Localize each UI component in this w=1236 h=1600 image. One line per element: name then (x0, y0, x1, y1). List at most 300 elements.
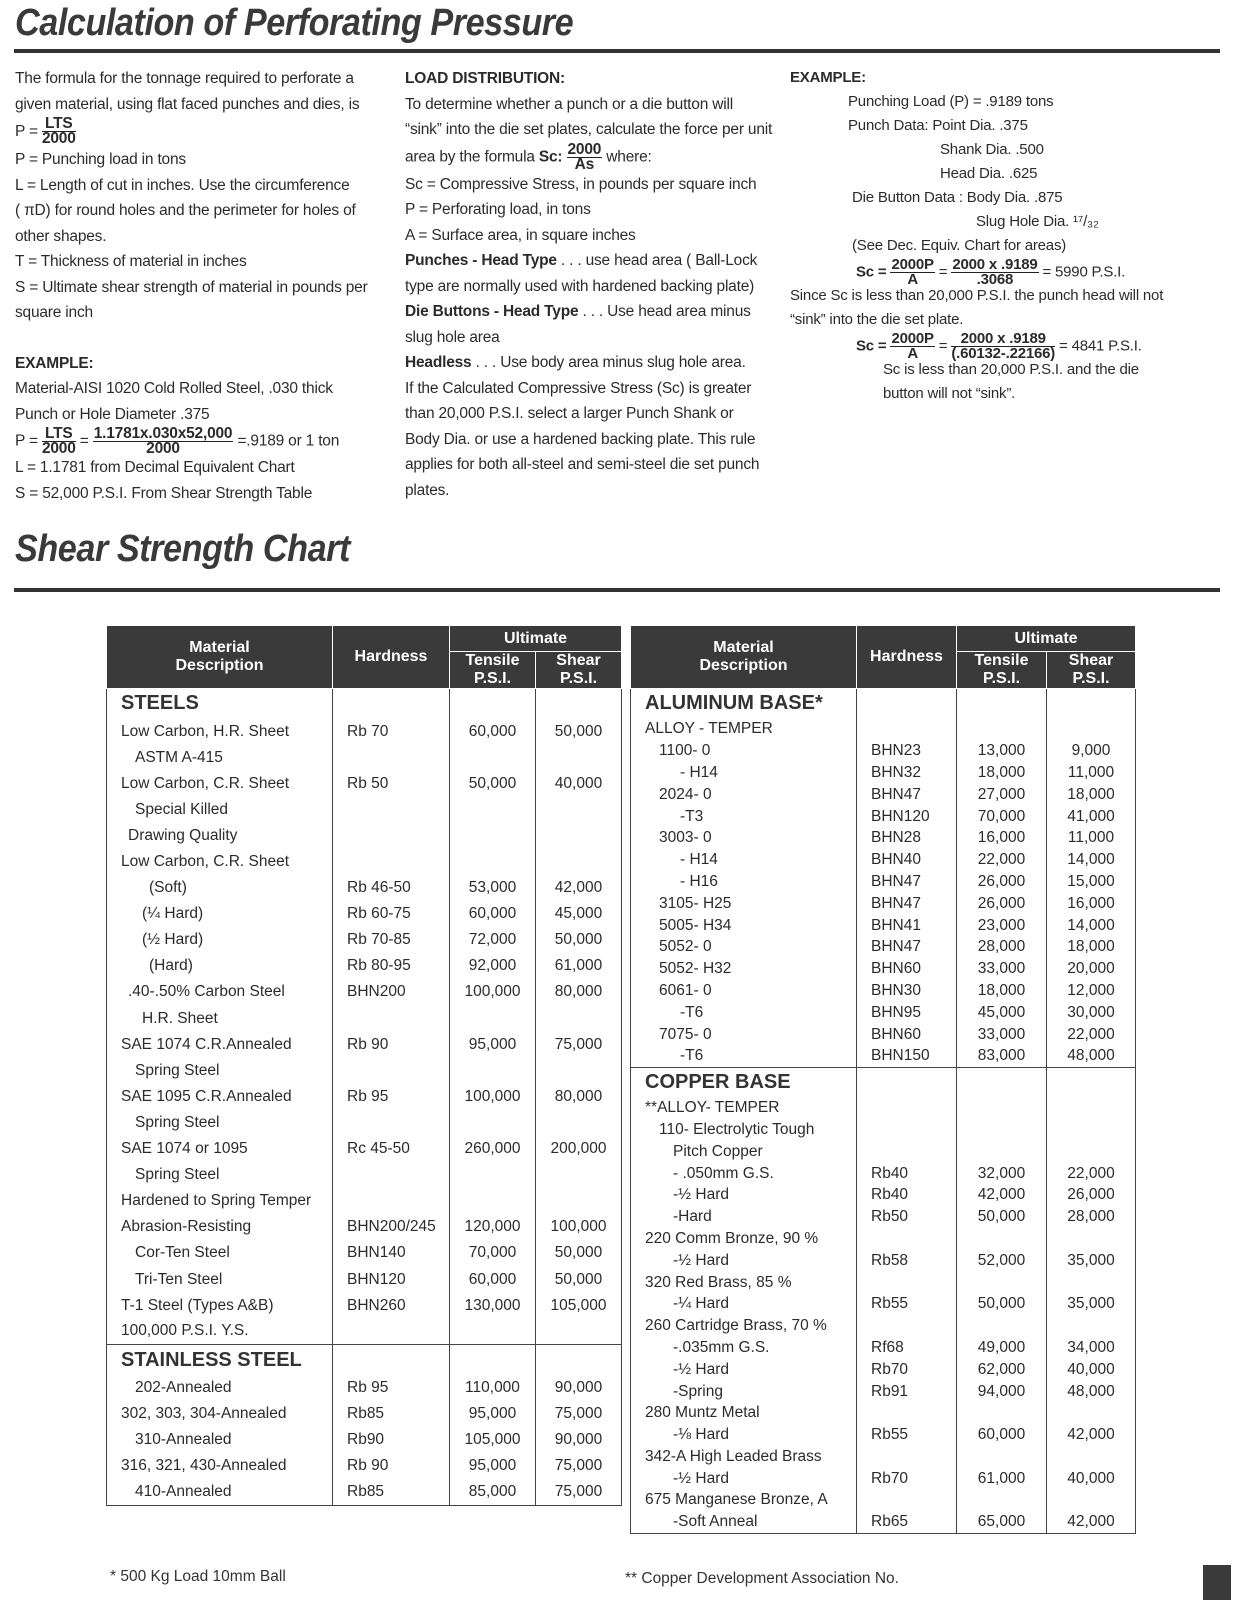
table-row (631, 1468, 1136, 1490)
tensile-cell: 62,000 (957, 1359, 1047, 1381)
material-cell: -T6 (631, 1045, 857, 1067)
since-line-2: “sink” into the die set plate. (790, 311, 964, 328)
load-distribution-column (405, 66, 790, 503)
shear-cell (536, 745, 622, 771)
tensile-cell: 28,000 (957, 936, 1047, 958)
example-s-note: S = 52,000 P.S.I. From Shear Strength Table (15, 484, 313, 502)
hardness-cell: Rb40 (857, 1163, 957, 1185)
tensile-cell: 100,000 (450, 979, 536, 1005)
shear-cell: 105,000 (536, 1293, 622, 1319)
header-tensile: Tensile P.S.I. (450, 652, 536, 689)
shear-cell (536, 1162, 622, 1188)
tensile-cell: 18,000 (957, 980, 1047, 1002)
material-cell: -Soft Anneal (631, 1511, 857, 1533)
tensile-cell: 52,000 (957, 1250, 1047, 1272)
hardness-cell (333, 1319, 450, 1345)
tensile-cell: 94,000 (957, 1381, 1047, 1403)
table-row (631, 1141, 1136, 1163)
shear-cell: 75,000 (536, 1453, 622, 1479)
def-s: S = Ultimate shear strength of material in pounds per (15, 278, 368, 296)
tensile-cell: 49,000 (957, 1337, 1047, 1359)
sc-calc-2: Sc = $\frac{2000P}{A}$ = $\frac{2000 x .9189}{(.60132-.22166)}$ = 4841 P.S.I. (856, 330, 1142, 362)
tensile-cell (450, 849, 536, 875)
table-row (631, 1119, 1136, 1141)
ld-formula: area by the formula Sc: $\frac{2000}{As}$ where: (405, 140, 652, 173)
table-row (107, 1401, 622, 1427)
page-title: Calculation of Perforating Pressure (15, 2, 574, 44)
material-cell: - .050mm G.S. (631, 1163, 857, 1185)
def-s-2: square inch (15, 304, 93, 321)
table-row (107, 1006, 622, 1032)
table-row (107, 1453, 622, 1479)
page-tab-marker (1203, 1565, 1231, 1600)
def-a: A = Surface area, in square inches (405, 226, 636, 244)
material-cell: T-1 Steel (Types A&B) (107, 1293, 333, 1319)
tensile-cell: 60,000 (957, 1424, 1047, 1446)
table-row (631, 1250, 1136, 1272)
section-title: STAINLESS STEEL (107, 1345, 333, 1375)
table-row (631, 915, 1136, 937)
table-row (107, 1479, 622, 1505)
material-cell: Tri-Ten Steel (107, 1266, 333, 1292)
example-line-2: Punch or Hole Diameter .375 (15, 405, 210, 423)
hardness-cell: Rb 90 (333, 1453, 450, 1479)
hardness-cell: BHN47 (857, 893, 957, 915)
shear-cell (1047, 1141, 1136, 1163)
sc2-frac-a: $\frac{2000P}{A}$ (891, 330, 934, 362)
tensile-cell: 100,000 (450, 1084, 536, 1110)
material-cell: Spring Steel (107, 1058, 333, 1084)
tensile-cell: 26,000 (957, 893, 1047, 915)
table-row (107, 1214, 622, 1240)
tensile-cell (450, 1319, 536, 1345)
table-row (107, 953, 622, 979)
since-line-1: Since Sc is less than 20,000 P.S.I. the punch head will not (790, 287, 1164, 304)
example-l-note: L = 1.1781 from Decimal Equivalent Chart (15, 459, 295, 476)
hardness-cell: Rb 70-85 (333, 927, 450, 953)
table-row (631, 1293, 1136, 1315)
shear-cell: 9,000 (1047, 740, 1136, 762)
table-row (107, 1427, 622, 1453)
shear-cell: 40,000 (1047, 1359, 1136, 1381)
tensile-cell: 13,000 (957, 740, 1047, 762)
hardness-cell: Rb55 (857, 1293, 957, 1315)
material-cell: -¼ Hard (631, 1293, 857, 1315)
hardness-cell (857, 1141, 957, 1163)
material-cell: Abrasion-Resisting (107, 1214, 333, 1240)
header-hardness-right: Hardness (857, 626, 957, 689)
table-row (631, 1446, 1136, 1468)
table-row (107, 771, 622, 797)
table-row (631, 871, 1136, 893)
headless-line: Headless . . . Use body area minus slug hole area. (405, 354, 746, 371)
tensile-cell: 95,000 (450, 1401, 536, 1427)
hardness-cell: Rb70 (857, 1468, 957, 1490)
material-cell: - H14 (631, 762, 857, 784)
table-row (631, 1097, 1136, 1119)
sc2-frac-b: $\frac{2000 x .9189}{(.60132-.22166)}$ (951, 330, 1056, 362)
shear-cell (1047, 1490, 1136, 1512)
def-t: T = Thickness of material in inches (15, 253, 247, 270)
section-title: STEELS (107, 689, 333, 719)
shear-cell: 22,000 (1047, 1024, 1136, 1046)
header-shear: Shear P.S.I. (536, 652, 622, 689)
footnote-left: * 500 Kg Load 10mm Ball (110, 1568, 286, 1585)
hardness-cell: Rb 60-75 (333, 901, 450, 927)
material-cell: 220 Comm Bronze, 90 % (631, 1228, 857, 1250)
table-row (631, 958, 1136, 980)
hardness-cell: Rb40 (857, 1184, 957, 1206)
example-heading: EXAMPLE: (15, 354, 94, 372)
tensile-cell: 50,000 (450, 771, 536, 797)
shear-cell: 48,000 (1047, 1381, 1136, 1403)
shear-cell (1047, 1446, 1136, 1468)
rule-line-1: If the Calculated Compressive Stress (Sc) is greater (405, 379, 752, 397)
punch-data-3: Head Dia. .625 (940, 165, 1038, 182)
table-row (631, 1272, 1136, 1294)
hardness-cell: BHN41 (857, 915, 957, 937)
tensile-cell: 95,000 (450, 1453, 536, 1479)
tensile-cell: 83,000 (957, 1045, 1047, 1067)
die-data-1: Die Button Data : Body Dia. .875 (852, 189, 1063, 206)
table-row (107, 979, 622, 1005)
tensile-cell: 110,000 (450, 1375, 536, 1401)
material-cell: Hardened to Spring Temper (107, 1188, 333, 1214)
hardness-cell: Rb85 (333, 1479, 450, 1505)
tensile-cell (957, 1272, 1047, 1294)
table-row (631, 1184, 1136, 1206)
tensile-cell (450, 1006, 536, 1032)
shear-cell (536, 1319, 622, 1345)
shear-cell (1047, 1119, 1136, 1141)
hardness-cell: BHN47 (857, 871, 957, 893)
tensile-cell (957, 1490, 1047, 1512)
table-row (107, 823, 622, 849)
tensile-cell (957, 719, 1047, 741)
tensile-cell: 105,000 (450, 1427, 536, 1453)
tensile-cell: 18,000 (957, 762, 1047, 784)
table-row (631, 762, 1136, 784)
shear-cell: 50,000 (536, 927, 622, 953)
table-row (631, 893, 1136, 915)
def-sc: Sc = Compressive Stress, in pounds per square inch (405, 175, 757, 193)
hardness-cell (333, 1188, 450, 1214)
hardness-cell (333, 797, 450, 823)
hardness-cell: BHN30 (857, 980, 957, 1002)
material-cell: 280 Muntz Metal (631, 1402, 857, 1424)
def-p2: P = Perforating load, in tons (405, 201, 591, 218)
def-l-2: ( πD) for round holes and the perimeter for holes of (15, 202, 356, 219)
table-row (631, 1206, 1136, 1228)
shear-cell: 11,000 (1047, 827, 1136, 849)
tensile-cell: 120,000 (450, 1214, 536, 1240)
tensile-cell (450, 1162, 536, 1188)
hardness-cell: BHN47 (857, 784, 957, 806)
tensile-cell (450, 823, 536, 849)
material-cell: SAE 1074 C.R.Annealed (107, 1032, 333, 1058)
def-l: L = Length of cut in inches. Use the circumference (15, 176, 350, 194)
material-cell: .40-.50% Carbon Steel (107, 979, 333, 1005)
material-cell: 110- Electrolytic Tough (631, 1119, 857, 1141)
table-row (631, 1045, 1136, 1067)
material-cell: Drawing Quality (107, 823, 333, 849)
tensile-cell: 70,000 (450, 1240, 536, 1266)
hardness-cell: Rb65 (857, 1511, 957, 1533)
hardness-cell: Rb 95 (333, 1375, 450, 1401)
rule-line-2: than 20,000 P.S.I. select a larger Punch Shank or (405, 405, 734, 422)
hardness-cell (857, 1490, 957, 1512)
hardness-cell: BHN60 (857, 1024, 957, 1046)
material-cell: 5005- H34 (631, 915, 857, 937)
shear-cell: 35,000 (1047, 1293, 1136, 1315)
shear-cell (1047, 719, 1136, 741)
table-row (631, 784, 1136, 806)
shear-cell: 14,000 (1047, 915, 1136, 937)
shear-cell (1047, 1228, 1136, 1250)
hardness-cell: BHN95 (857, 1002, 957, 1024)
formula-column (15, 66, 395, 506)
material-cell: 3105- H25 (631, 893, 857, 915)
hardness-cell (857, 1228, 957, 1250)
intro-line-2: given material, using flat faced punches and dies, is (15, 95, 360, 113)
material-cell: Low Carbon, C.R. Sheet (107, 849, 333, 875)
shear-cell: 42,000 (1047, 1424, 1136, 1446)
example-formula: P = $\frac{\text{LTS}}{2000}$ = $\frac{1.1781x.030x52,000}{2000}$ =.9189 or 1 ton (15, 425, 340, 457)
table-row (631, 1424, 1136, 1446)
tensile-cell: 60,000 (450, 719, 536, 745)
hardness-cell: BHN60 (857, 958, 957, 980)
since-line-3: Sc is less than 20,000 P.S.I. and the die (883, 361, 1139, 378)
shear-cell (536, 1188, 622, 1214)
table-row (107, 797, 622, 823)
material-cell: -½ Hard (631, 1184, 857, 1206)
table-row (631, 719, 1136, 741)
hardness-cell (333, 1058, 450, 1084)
shear-cell: 11,000 (1047, 762, 1136, 784)
material-cell: Pitch Copper (631, 1141, 857, 1163)
table-row (631, 1163, 1136, 1185)
material-cell: Spring Steel (107, 1110, 333, 1136)
punch-data-2: Shank Dia. .500 (940, 141, 1044, 158)
def-p: P = Punching load in tons (15, 151, 186, 168)
hardness-cell: BHN200/245 (333, 1214, 450, 1240)
tensile-cell (957, 1315, 1047, 1337)
shear-cell (536, 1110, 622, 1136)
shear-cell: 40,000 (536, 771, 622, 797)
tensile-cell: 72,000 (450, 927, 536, 953)
tensile-cell (957, 1141, 1047, 1163)
sc-calc-1: Sc = $\frac{2000P}{A}$ = $\frac{2000 x .9189}{.3068}$ = 5990 P.S.I. (856, 256, 1126, 288)
tensile-cell: 26,000 (957, 871, 1047, 893)
table-row (107, 745, 622, 771)
shear-cell: 20,000 (1047, 958, 1136, 980)
shear-cell: 14,000 (1047, 849, 1136, 871)
material-cell: -½ Hard (631, 1359, 857, 1381)
hardness-cell: Rc 45-50 (333, 1136, 450, 1162)
material-cell: 5052- H32 (631, 958, 857, 980)
hardness-cell: BHN23 (857, 740, 957, 762)
header-ultimate-right: Ultimate (957, 626, 1136, 652)
hardness-cell (333, 823, 450, 849)
sc-fraction: $\frac{2000}{As}$ (567, 140, 602, 173)
example-line-1: Material-AISI 1020 Cold Rolled Steel, .030 thick (15, 380, 333, 397)
tensile-cell: 42,000 (957, 1184, 1047, 1206)
tensile-cell: 27,000 (957, 784, 1047, 806)
sc1-frac-a: $\frac{2000P}{A}$ (891, 256, 934, 288)
since-line-4: button will not “sink”. (883, 385, 1016, 402)
hardness-cell (333, 745, 450, 771)
material-cell: (Hard) (107, 953, 333, 979)
header-hardness: Hardness (333, 626, 450, 689)
shear-cell: 35,000 (1047, 1250, 1136, 1272)
hardness-cell (333, 1110, 450, 1136)
shear-cell: 18,000 (1047, 936, 1136, 958)
tensile-cell: 92,000 (450, 953, 536, 979)
table-section (631, 1067, 1136, 1533)
punches-line-2: type are normally used with hardened backing plate) (405, 277, 755, 295)
hardness-cell: Rb 50 (333, 771, 450, 797)
material-cell: 3003- 0 (631, 827, 857, 849)
table-section (107, 1345, 622, 1505)
material-cell: 675 Manganese Bronze, A (631, 1490, 857, 1512)
material-cell: -T6 (631, 1002, 857, 1024)
table-row (107, 1032, 622, 1058)
shear-cell: 90,000 (536, 1427, 622, 1453)
hardness-cell: BHN200 (333, 979, 450, 1005)
table-row (631, 740, 1136, 762)
table-row (631, 827, 1136, 849)
section-title: COPPER BASE (631, 1067, 857, 1097)
hardness-cell (333, 1162, 450, 1188)
material-cell: Low Carbon, C.R. Sheet (107, 771, 333, 797)
ld-line-1: To determine whether a punch or a die button will (405, 95, 733, 113)
shear-cell (1047, 1272, 1136, 1294)
die-buttons-line-2: slug hole area (405, 328, 500, 346)
material-cell: 342-A High Leaded Brass (631, 1446, 857, 1468)
material-cell: -⅛ Hard (631, 1424, 857, 1446)
tensile-cell: 16,000 (957, 827, 1047, 849)
tensile-cell: 23,000 (957, 915, 1047, 937)
punch-data-1: Punch Data: Point Dia. .375 (848, 117, 1028, 134)
hardness-cell: BHN120 (333, 1266, 450, 1292)
material-cell: 5052- 0 (631, 936, 857, 958)
tensile-cell (957, 1119, 1047, 1141)
hardness-cell: Rf68 (857, 1337, 957, 1359)
tensile-cell: 60,000 (450, 901, 536, 927)
table-row (631, 1381, 1136, 1403)
tensile-cell: 260,000 (450, 1136, 536, 1162)
see-chart: (See Dec. Equiv. Chart for areas) (852, 237, 1067, 254)
lts-fraction: $\frac{\text{LTS}}{2000}$ (41, 115, 76, 148)
hardness-cell (333, 849, 450, 875)
table-row (631, 1337, 1136, 1359)
table-row (631, 1402, 1136, 1424)
material-cell: -Spring (631, 1381, 857, 1403)
material-cell: 310-Annealed (107, 1427, 333, 1453)
material-cell: 260 Cartridge Brass, 70 % (631, 1315, 857, 1337)
table-row (631, 1511, 1136, 1533)
shear-cell: 45,000 (536, 901, 622, 927)
table-row (107, 1162, 622, 1188)
shear-cell (536, 823, 622, 849)
table-row (631, 936, 1136, 958)
material-cell: **ALLOY- TEMPER (631, 1097, 857, 1119)
hardness-cell (857, 1315, 957, 1337)
table-row (631, 1359, 1136, 1381)
table-row (107, 1266, 622, 1292)
shear-cell: 80,000 (536, 1084, 622, 1110)
material-cell: Spring Steel (107, 1162, 333, 1188)
table-row (631, 1002, 1136, 1024)
material-cell: H.R. Sheet (107, 1006, 333, 1032)
hardness-cell (857, 1402, 957, 1424)
hardness-cell: BHN47 (857, 936, 957, 958)
formula-p: P = $\frac{\text{LTS}}{2000}$ (15, 115, 76, 148)
punches-line: Punches - Head Type . . . use head area ( Ball-Lock (405, 252, 758, 269)
shear-cell: 30,000 (1047, 1002, 1136, 1024)
example2-heading: EXAMPLE: (790, 69, 866, 86)
header-tensile-right: Tensile P.S.I. (957, 652, 1047, 689)
table-row (107, 1188, 622, 1214)
table-row (631, 980, 1136, 1002)
header-ultimate: Ultimate (450, 626, 622, 652)
table-section (107, 689, 622, 1345)
rule-line-4: applies for both all-steel and semi-steel die set punch (405, 456, 760, 473)
shear-cell: 48,000 (1047, 1045, 1136, 1067)
table-row (107, 901, 622, 927)
material-cell: ALLOY - TEMPER (631, 719, 857, 741)
material-cell: -½ Hard (631, 1468, 857, 1490)
hardness-cell: Rb50 (857, 1206, 957, 1228)
shear-cell: 41,000 (1047, 806, 1136, 828)
shear-cell (1047, 1402, 1136, 1424)
shear-cell: 16,000 (1047, 893, 1136, 915)
table-row (107, 1110, 622, 1136)
example-result: =.9189 or 1 ton (237, 432, 340, 450)
hardness-cell: BHN140 (333, 1240, 450, 1266)
title-rule (14, 49, 1220, 53)
hardness-cell (857, 719, 957, 741)
load-distribution-heading: LOAD DISTRIBUTION: (405, 70, 565, 87)
table-row (107, 1240, 622, 1266)
example-lts-fraction: $\frac{\text{LTS}}{2000}$ (41, 425, 76, 457)
table-row (631, 1315, 1136, 1337)
footnote-right: ** Copper Development Association No. (625, 1570, 899, 1587)
shear-table-right (630, 625, 1136, 1534)
hardness-cell: Rb 46-50 (333, 875, 450, 901)
hardness-cell (857, 1119, 957, 1141)
material-cell: 410-Annealed (107, 1479, 333, 1505)
shear-cell: 200,000 (536, 1136, 622, 1162)
hardness-cell: Rb 70 (333, 719, 450, 745)
hardness-cell: BHN120 (857, 806, 957, 828)
material-cell: 100,000 P.S.I. Y.S. (107, 1319, 333, 1345)
hardness-cell: BHN28 (857, 827, 957, 849)
material-cell: 202-Annealed (107, 1375, 333, 1401)
hardness-cell: Rb 95 (333, 1084, 450, 1110)
tensile-cell: 70,000 (957, 806, 1047, 828)
table-row (107, 875, 622, 901)
header-shear-right: Shear P.S.I. (1047, 652, 1136, 689)
shear-cell: 75,000 (536, 1479, 622, 1505)
tensile-cell (450, 797, 536, 823)
material-cell: 6061- 0 (631, 980, 857, 1002)
material-cell: 302, 303, 304-Annealed (107, 1401, 333, 1427)
tensile-cell: 65,000 (957, 1511, 1047, 1533)
def-l-3: other shapes. (15, 227, 107, 245)
punching-load: Punching Load (P) = .9189 tons (848, 93, 1054, 110)
tensile-cell: 22,000 (957, 849, 1047, 871)
